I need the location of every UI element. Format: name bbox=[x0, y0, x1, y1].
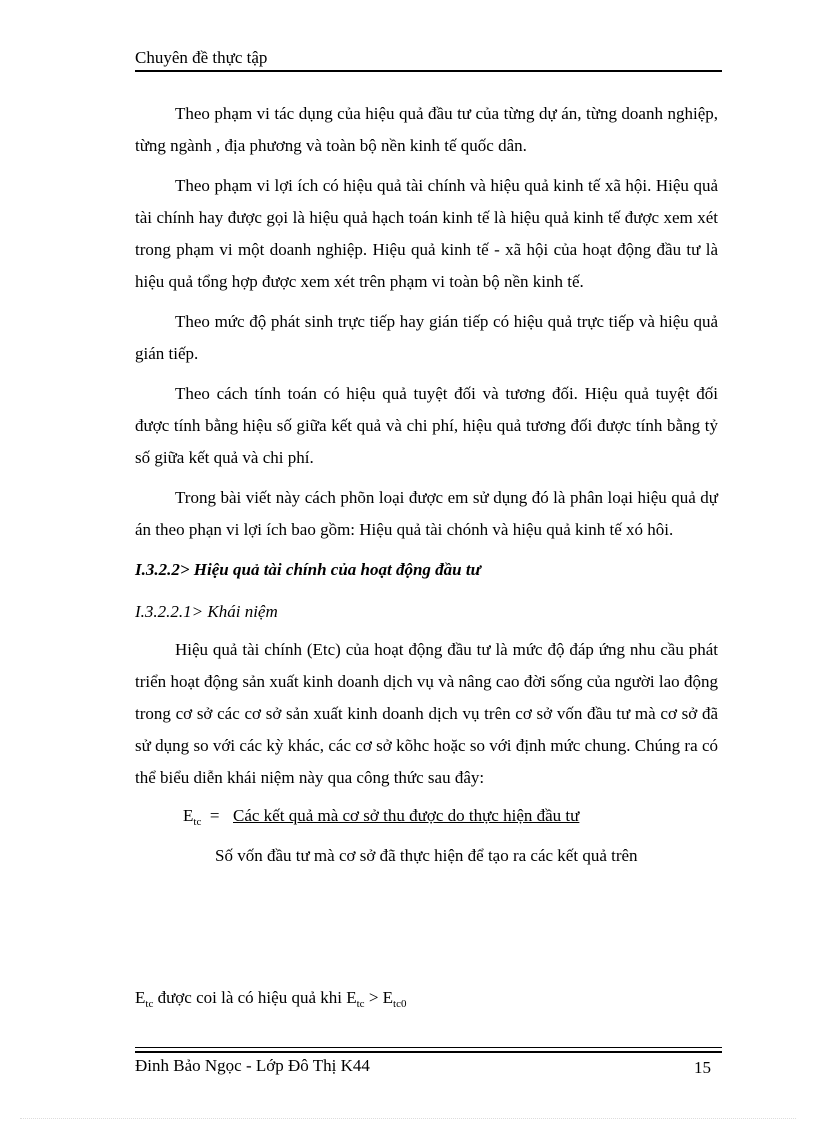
page-edge-dotted-line bbox=[20, 1118, 796, 1119]
formula bbox=[135, 802, 718, 865]
definition-paragraph: Hiệu quả tài chính (Etc) của hoạt động đầu tư là mức độ đáp ứng nhu cầu phát triển hoạt động sản xuất kinh doanh dịch vụ và nâng cao đời sống của người lao động trong cơ sở các cơ sở sản xuất kinh doanh dịch vụ trên cơ sở vốn đầu tư mà cơ sở đã sử dụng so với các kỳ khác, các cơ sở kõhc hoặc so với định mức chung. Chúng ra có thể biểu diễn khái niệm này qua công thức sau đây: bbox=[135, 640, 718, 787]
page-number: 15 bbox=[694, 1058, 711, 1077]
page-header-title: Chuyên đề thực tập bbox=[135, 48, 268, 67]
subsection-heading: I.3.2.2.1> Khái niệm bbox=[135, 602, 278, 621]
footer-author: Đinh Bảo Ngọc - Lớp Đô Thị K44 bbox=[135, 1056, 370, 1075]
formula-denominator: Số vốn đầu tư mà cơ sở đã thực hiện để tạo ra các kết quả trên bbox=[215, 846, 638, 865]
body-text bbox=[135, 98, 718, 865]
paragraph: Trong bài viết này cách phõn loại được em sử dụng đó là phân loại hiệu quả dự án theo phạn vi lợi ích bao gồm: Hiệu quả tài chónh và hiệu quả kinh tế xó hôi. bbox=[135, 488, 718, 539]
condition-line: $E_{tc}$ được coi là có hiệu quả khi $E_{tc} > E_{tc0}$ bbox=[135, 988, 407, 1010]
paragraph: Theo phạm vi tác dụng của hiệu quả đầu tư của từng dự án, từng doanh nghiệp, từng ngành , địa phương và toàn bộ nền kinh tế quốc dân. bbox=[135, 104, 718, 155]
paragraph: Theo mức độ phát sinh trực tiếp hay gián tiếp có hiệu quả trực tiếp và hiệu quả gián tiếp. bbox=[135, 312, 718, 363]
formula-lhs: $E_{tc}$ = bbox=[183, 806, 220, 828]
paragraph: Theo phạm vi lợi ích có hiệu quả tài chính và hiệu quả kinh tế xã hội. Hiệu quả tài chính hay được gọi là hiệu quả hạch toán kinh tế là hiệu quả kinh tế được xem xét trong phạm vi một doanh nghiệp. Hiệu quả kinh tế - xã hội của hoạt động đầu tư là hiệu quả tổng hợp được xem xét trên phạm vi toàn bộ nền kinh tế. bbox=[135, 176, 718, 291]
header-divider bbox=[135, 70, 722, 72]
footer-divider bbox=[135, 1047, 722, 1048]
paragraph: Theo cách tính toán có hiệu quả tuyệt đối và tương đối. Hiệu quả tuyệt đối được tính bằng hiệu số giữa kết quả và chi phí, hiệu quả tương đối được tính bằng tỷ số giữa kết quả và chi phí. bbox=[135, 384, 718, 467]
footer-divider-thick bbox=[135, 1051, 722, 1053]
section-heading: I.3.2.2> Hiệu quả tài chính của hoạt động đầu tư bbox=[135, 560, 481, 579]
formula-numerator: Các kết quả mà cơ sở thu được do thực hiện đầu tư bbox=[233, 806, 580, 825]
